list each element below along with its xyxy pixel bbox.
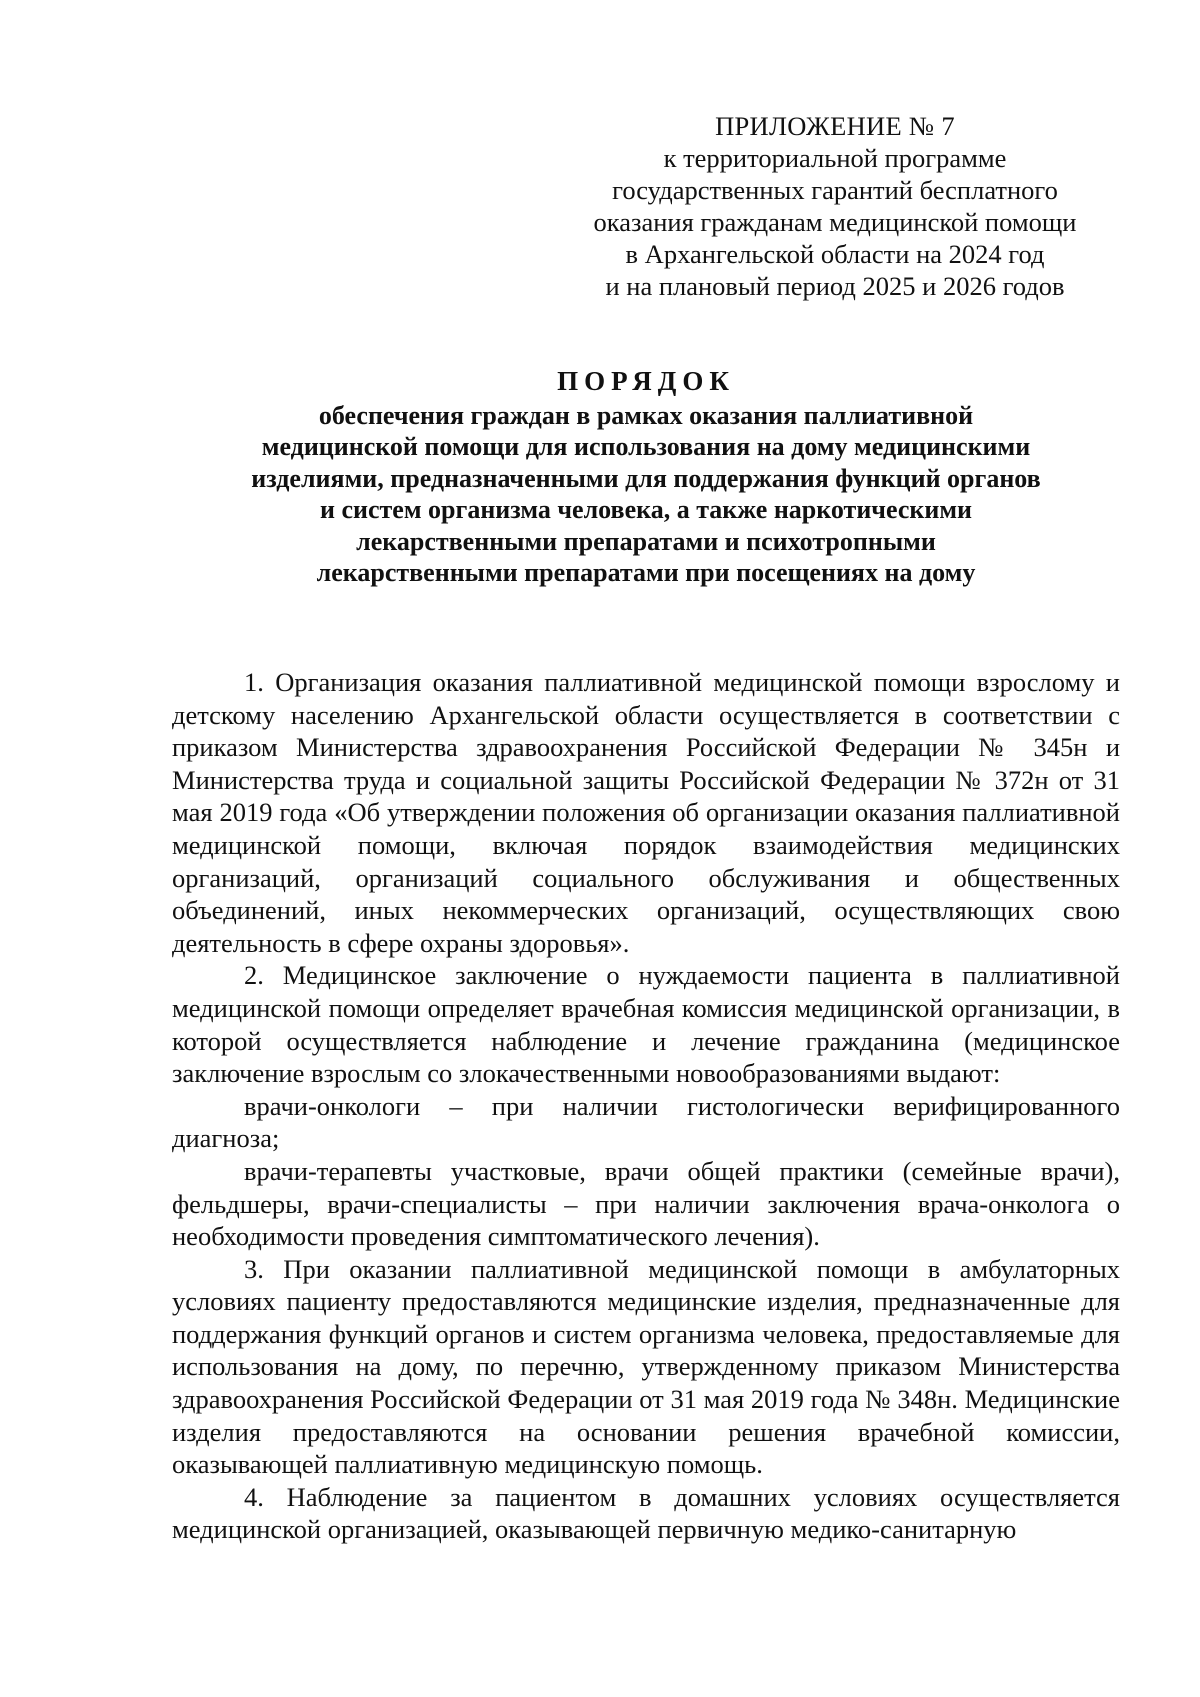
document-title xyxy=(170,366,1122,589)
paragraph-3: 3. При оказании паллиативной медицинской помощи в амбулаторных условиях пациенту предоставляются медицинские изделия, предназначенные для поддержания функций органов и систем организма человека, предоставляемые для использования на дому, по перечню, утвержденному приказом Министерства здравоохранения Российской Федерации от 31 мая 2019 года № 348н. Медицинские изделия предоставляются на основании решения врачебной комиссии, оказывающей паллиативную медицинскую помощь. xyxy=(172,1253,1120,1480)
paragraph-4: 4. Наблюдение за пациентом в домашних условиях осуществляется медицинской организацией, оказывающей первичную медико-санитарную xyxy=(172,1481,1120,1545)
title-line: изделиями, предназначенными для поддержания функций органов xyxy=(251,463,1041,493)
paragraph-2-therapists: врачи-терапевты участковые, врачи общей практики (семейные врачи), фельдшеры, врачи-специалисты – при наличии заключения врача-онколога о необходимости проведения симптоматического лечения). xyxy=(172,1155,1120,1252)
document-body xyxy=(172,666,1120,1546)
appendix-line: в Архангельской области на 2024 год xyxy=(625,239,1045,269)
appendix-header xyxy=(565,110,1105,302)
appendix-line: государственных гарантий бесплатного xyxy=(612,175,1058,205)
paragraph-1: 1. Организация оказания паллиативной медицинской помощи взрослому и детскому населению Архангельской области осуществляется в соответствии с приказом Министерства здравоохранения Российской Федерации № 345н и Министерства труда и социальной защиты Российской Федерации № 372н от 31 мая 2019 года «Об утверждении положения об организации оказания паллиативной медицинской помощи, включая порядок взаимодействия медицинских организаций, организаций социального обслуживания и общественных объединений, иных некоммерческих организаций, осуществляющих свою деятельность в сфере охраны здоровья». xyxy=(172,667,1120,958)
paragraph-2-oncologists: врачи-онкологи – при наличии гистологически верифицированного диагноза; xyxy=(172,1090,1120,1154)
title-line: и систем организма человека, а также наркотическими xyxy=(319,495,973,524)
appendix-line: к территориальной программе xyxy=(663,143,1007,173)
appendix-heading: ПРИЛОЖЕНИЕ № 7 xyxy=(715,111,955,141)
appendix-line: оказания гражданам медицинской помощи xyxy=(593,207,1077,237)
title-line: обеспечения граждан в рамках оказания паллиативной xyxy=(318,400,974,430)
title-line: лекарственными препаратами при посещениях на дому xyxy=(316,558,976,587)
appendix-line: и на плановый период 2025 и 2026 годов xyxy=(605,271,1065,301)
title-line: медицинской помощи для использования на дому медицинскими xyxy=(261,432,1031,461)
page-title: ПОРЯДОК xyxy=(557,366,735,396)
title-line: лекарственными препаратами и психотропными xyxy=(356,526,936,556)
paragraph-2: 2. Медицинское заключение о нуждаемости пациента в паллиативной медицинской помощи определяет врачебная комиссия медицинской организации, в которой осуществляется наблюдение и лечение гражданина (медицинское заключение взрослым со злокачественными новообразованиями выдают: xyxy=(172,960,1120,1089)
